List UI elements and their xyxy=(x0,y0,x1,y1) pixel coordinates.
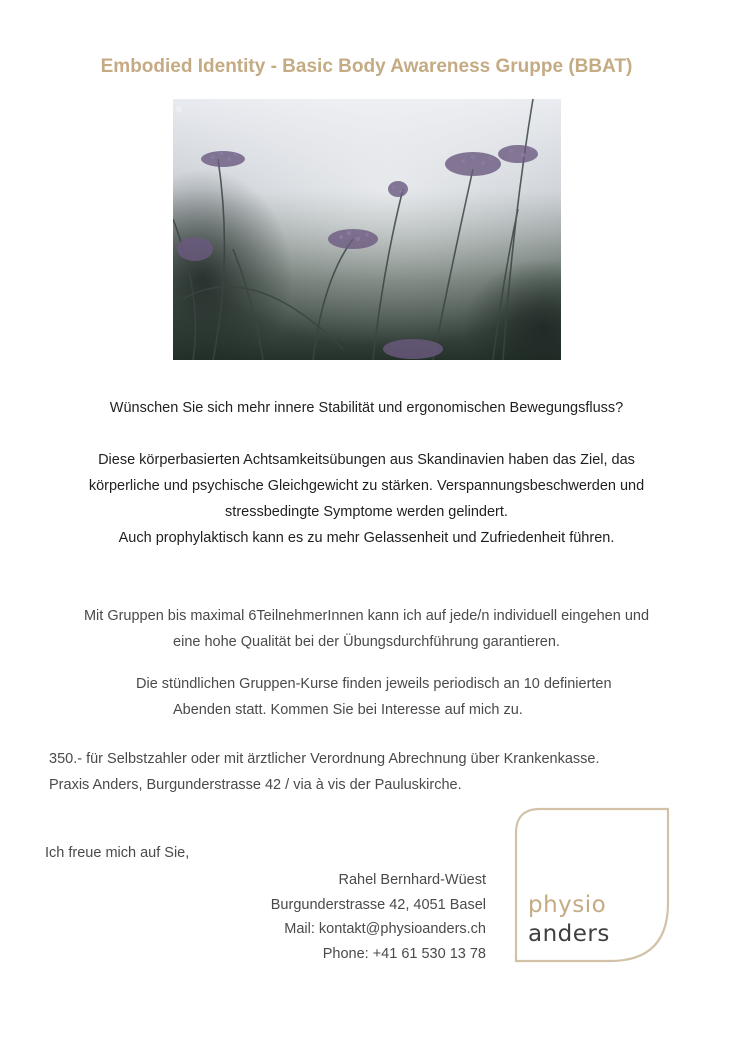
logo-text-anders: anders xyxy=(528,921,610,947)
signature-mail[interactable]: Mail: kontakt@physioanders.ch xyxy=(284,921,486,937)
intro-line-4: Auch prophylaktisch kann es zu mehr Gelassenheit und Zufriedenheit führen. xyxy=(118,530,615,546)
intro-question: Wünschen Sie sich mehr innere Stabilität und ergonomischen Bewegungsfluss? xyxy=(109,400,624,416)
signature-address: Burgunderstrasse 42, 4051 Basel xyxy=(270,896,486,913)
signature-name: Rahel Bernhard-Wüest xyxy=(338,872,486,888)
logo-text-physio: physio xyxy=(528,892,607,918)
intro-section xyxy=(30,395,703,551)
groups-line-1: Mit Gruppen bis maximal 6TeilnehmerInnen kann ich auf jede/n individuell eingehen und xyxy=(83,608,650,624)
schedule-paragraph xyxy=(100,671,700,723)
groups-line-2: eine hohe Qualität bei der Übungsdurchführung garantieren. xyxy=(173,634,560,650)
flower-photo xyxy=(173,99,561,360)
groups-paragraph xyxy=(30,603,703,655)
schedule-line-2: Abenden statt. Kommen Sie bei Interesse auf mich zu. xyxy=(173,702,523,718)
signature-phone[interactable]: Phone: +41 61 530 13 78 xyxy=(322,945,486,962)
intro-line-3: stressbedingte Symptome werden gelindert. xyxy=(225,504,508,520)
pricing-line-2: Praxis Anders, Burgunderstrasse 42 / via à vis der Pauluskirche. xyxy=(49,777,462,793)
pricing-paragraph xyxy=(49,746,709,798)
intro-line-2: körperliche und psychische Gleichgewicht zu stärken. Verspannungsbeschwerden und xyxy=(88,478,645,494)
signature-block xyxy=(271,868,486,966)
intro-line-1: Diese körperbasierten Achtsamkeitsübungen aus Skandinavien haben das Ziel, das xyxy=(98,452,635,468)
physio-anders-logo xyxy=(510,803,675,968)
pricing-line-1: 350.- für Selbstzahler oder mit ärztlicher Verordnung Abrechnung über Krankenkasse. xyxy=(49,751,600,767)
page-title: Embodied Identity - Basic Body Awareness Gruppe (BBAT) xyxy=(100,56,633,77)
greeting: Ich freue mich auf Sie, xyxy=(45,845,190,861)
schedule-line-1: Die stündlichen Gruppen-Kurse finden jeweils periodisch an 10 definierten xyxy=(136,676,612,692)
